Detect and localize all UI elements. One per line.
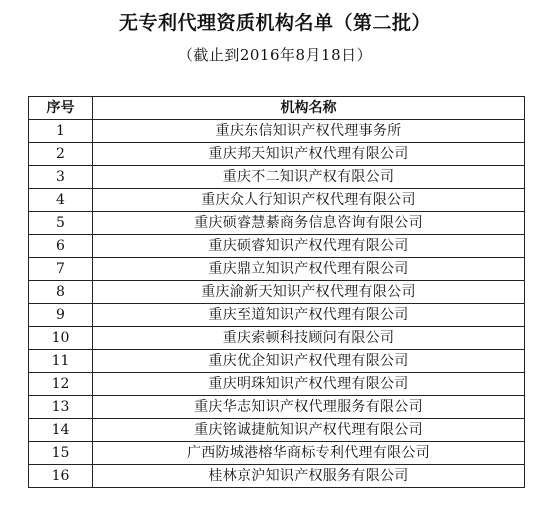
table-row bbox=[29, 120, 525, 143]
table-row bbox=[29, 465, 525, 488]
table-row bbox=[29, 304, 525, 327]
agency-name: 重庆众人行知识产权代理有限公司 bbox=[93, 189, 525, 212]
row-number: 2 bbox=[29, 143, 93, 166]
agency-name: 重庆鼎立知识产权代理有限公司 bbox=[93, 258, 525, 281]
table-row bbox=[29, 143, 525, 166]
table-row bbox=[29, 281, 525, 304]
document-title: 无专利代理资质机构名单（第二批） bbox=[118, 12, 431, 34]
agency-name: 重庆铭诚捷航知识产权代理有限公司 bbox=[93, 419, 525, 442]
row-number: 10 bbox=[29, 327, 93, 350]
row-number: 15 bbox=[29, 442, 93, 465]
table-row bbox=[29, 373, 525, 396]
agency-name: 广西防城港榕华商标专利代理有限公司 bbox=[93, 442, 525, 465]
agency-name: 重庆优企知识产权代理有限公司 bbox=[93, 350, 525, 373]
row-number: 14 bbox=[29, 419, 93, 442]
agency-name: 重庆硕睿知识产权代理有限公司 bbox=[93, 235, 525, 258]
agency-name: 重庆明珠知识产权代理有限公司 bbox=[93, 373, 525, 396]
table-row bbox=[29, 189, 525, 212]
row-number: 5 bbox=[29, 212, 93, 235]
agency-name: 重庆渝新天知识产权代理有限公司 bbox=[93, 281, 525, 304]
agency-name: 重庆邦天知识产权代理有限公司 bbox=[93, 143, 525, 166]
row-number: 1 bbox=[29, 120, 93, 143]
agency-name: 重庆华志知识产权代理服务有限公司 bbox=[93, 396, 525, 419]
table-row bbox=[29, 166, 525, 189]
table-row bbox=[29, 258, 525, 281]
table-row bbox=[29, 350, 525, 373]
agency-name: 桂林京沪知识产权服务有限公司 bbox=[93, 465, 525, 488]
row-number: 13 bbox=[29, 396, 93, 419]
row-number: 4 bbox=[29, 189, 93, 212]
table-row bbox=[29, 327, 525, 350]
agency-name: 重庆东信知识产权代理事务所 bbox=[93, 120, 525, 143]
column-header-number: 序号 bbox=[29, 97, 93, 120]
table-row bbox=[29, 212, 525, 235]
row-number: 16 bbox=[29, 465, 93, 488]
row-number: 6 bbox=[29, 235, 93, 258]
row-number: 11 bbox=[29, 350, 93, 373]
row-number: 3 bbox=[29, 166, 93, 189]
table-row bbox=[29, 396, 525, 419]
agency-name: 重庆不二知识产权有限公司 bbox=[93, 166, 525, 189]
row-number: 7 bbox=[29, 258, 93, 281]
row-number: 12 bbox=[29, 373, 93, 396]
table-row bbox=[29, 235, 525, 258]
agency-name: 重庆索顿科技顾问有限公司 bbox=[93, 327, 525, 350]
agency-name: 重庆硕睿慧綦商务信息咨询有限公司 bbox=[93, 212, 525, 235]
table-row bbox=[29, 419, 525, 442]
document-subtitle: （截止到2016年8月18日） bbox=[177, 46, 373, 64]
table-row bbox=[29, 442, 525, 465]
agency-name: 重庆至道知识产权代理有限公司 bbox=[93, 304, 525, 327]
row-number: 9 bbox=[29, 304, 93, 327]
table-header-row bbox=[29, 97, 525, 120]
column-header-name: 机构名称 bbox=[93, 97, 525, 120]
agency-list-table bbox=[28, 96, 525, 488]
row-number: 8 bbox=[29, 281, 93, 304]
